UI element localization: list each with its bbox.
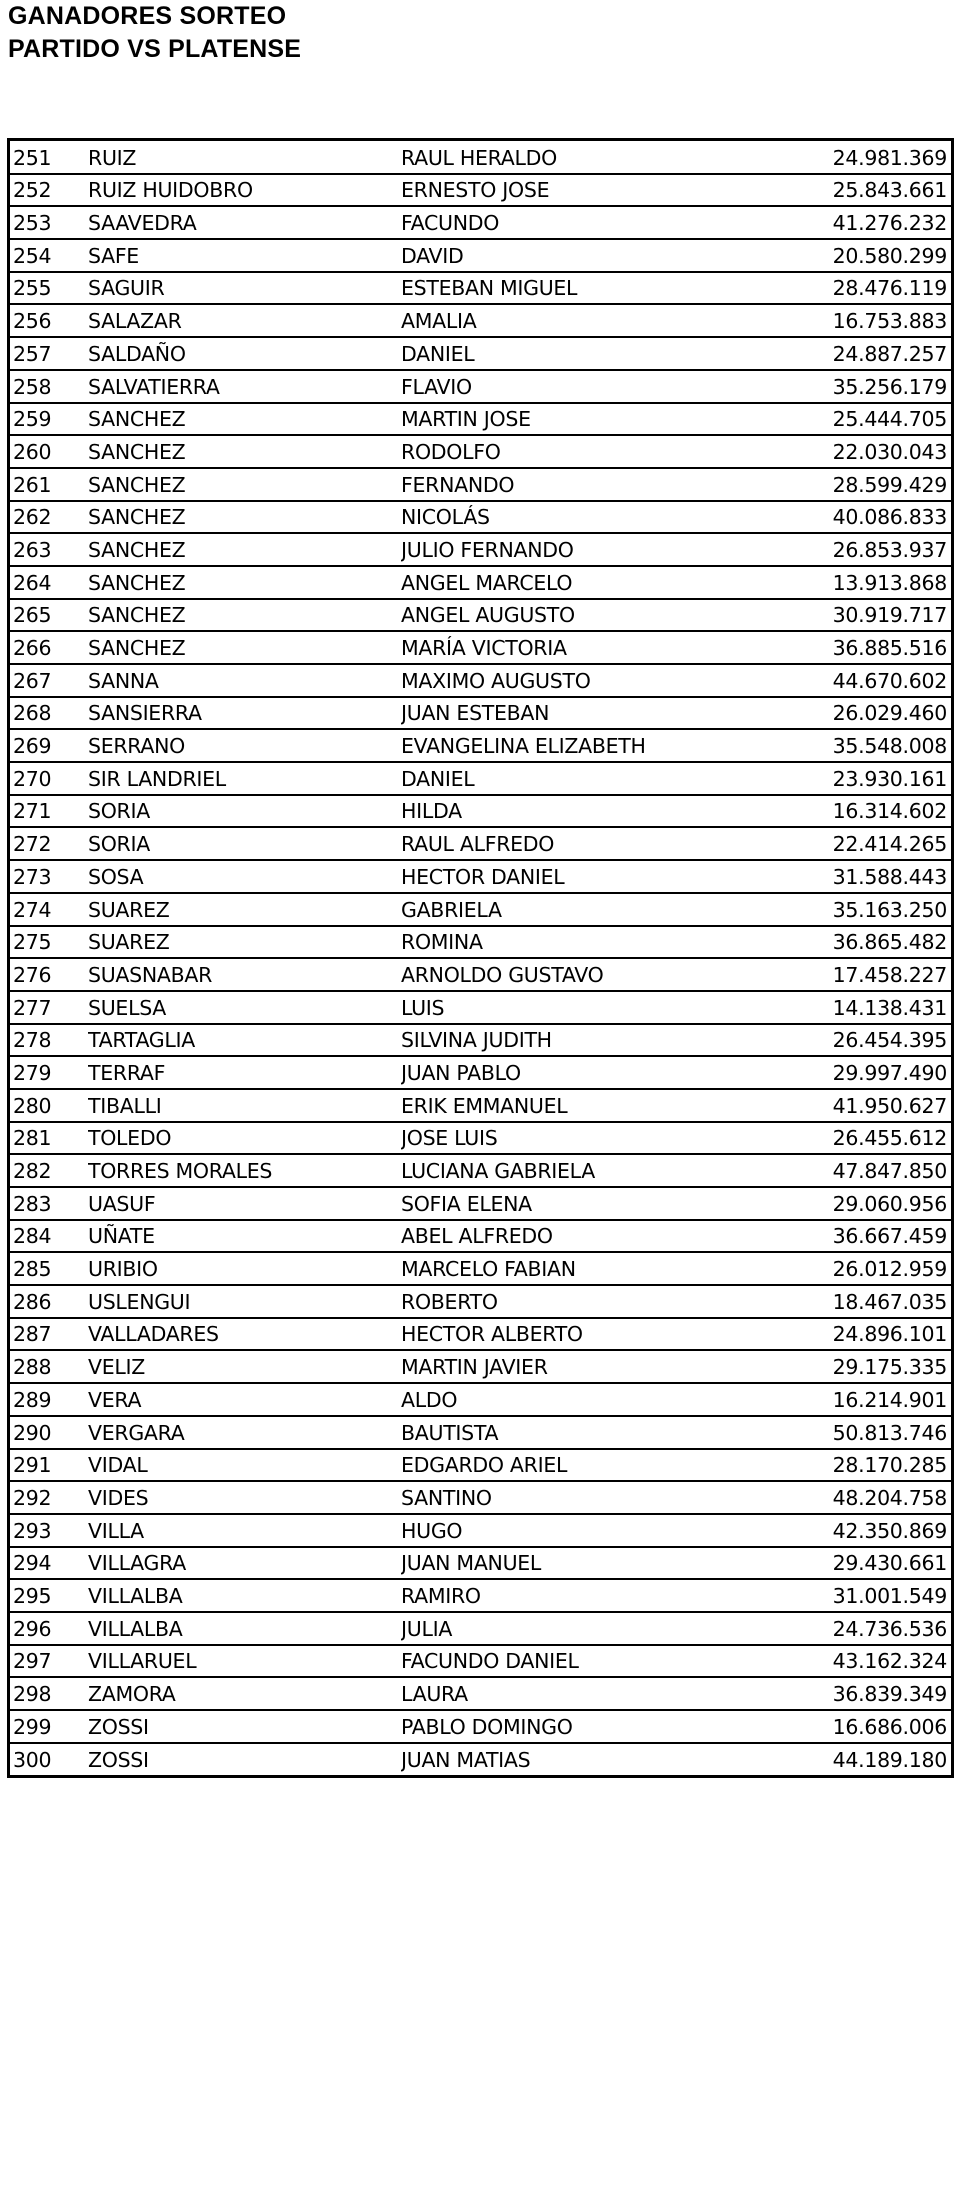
first-name: LUCIANA GABRIELA	[401, 1154, 773, 1187]
last-name: UÑATE	[88, 1220, 401, 1253]
row-number: 290	[10, 1416, 88, 1449]
first-name: EDGARDO ARIEL	[401, 1449, 773, 1482]
row-number: 299	[10, 1710, 88, 1743]
row-number: 271	[10, 795, 88, 828]
table-row	[10, 599, 951, 632]
table-row	[10, 468, 951, 501]
dni-number: 20.580.299	[773, 239, 951, 272]
row-number: 293	[10, 1514, 88, 1547]
table-row	[10, 533, 951, 566]
winners-table-body	[10, 141, 951, 1775]
table-row	[10, 1122, 951, 1155]
dni-number: 25.444.705	[773, 403, 951, 436]
row-number: 264	[10, 566, 88, 599]
dni-number: 28.599.429	[773, 468, 951, 501]
dni-number: 35.256.179	[773, 370, 951, 403]
last-name: SANCHEZ	[88, 468, 401, 501]
first-name: DANIEL	[401, 337, 773, 370]
last-name: SORIA	[88, 795, 401, 828]
dni-number: 26.012.959	[773, 1252, 951, 1285]
first-name: JUAN MATIAS	[401, 1748, 531, 1773]
table-row	[10, 729, 951, 762]
dni-number: 14.138.431	[773, 991, 951, 1024]
last-name: SUELSA	[88, 991, 401, 1024]
last-name: RUIZ HUIDOBRO	[88, 174, 401, 207]
last-name: SALAZAR	[88, 304, 401, 337]
last-name: SORIA	[88, 827, 401, 860]
first-name: HUGO	[401, 1514, 773, 1547]
dni-number: 36.885.516	[773, 631, 951, 664]
row-number: 273	[10, 860, 88, 893]
table-row	[10, 1677, 951, 1710]
table-row	[10, 435, 951, 468]
row-number: 291	[10, 1449, 88, 1482]
first-name: MARCELO FABIAN	[401, 1252, 773, 1285]
dni-number: 48.204.758	[773, 1481, 951, 1514]
first-name: MAXIMO AUGUSTO	[401, 664, 773, 697]
last-name: SAAVEDRA	[88, 206, 401, 239]
row-number: 279	[10, 1056, 88, 1089]
last-name: USLENGUI	[88, 1285, 401, 1318]
table-row	[10, 141, 951, 174]
first-name: MARTIN JOSE	[401, 403, 773, 436]
last-name: SERRANO	[88, 729, 401, 762]
row-number: 266	[10, 631, 88, 664]
first-name: FACUNDO DANIEL	[401, 1645, 773, 1678]
table-row	[10, 174, 951, 207]
last-name: TIBALLI	[88, 1089, 401, 1122]
first-name: BAUTISTA	[401, 1416, 773, 1449]
winners-table-frame	[7, 138, 954, 1778]
dni-number: 16.214.901	[773, 1383, 951, 1416]
last-name: SANCHEZ	[88, 599, 401, 632]
last-name: SIR LANDRIEL	[88, 762, 401, 795]
last-name: SAGUIR	[88, 272, 401, 305]
first-name: HILDA	[401, 795, 773, 828]
last-name: VILLAGRA	[88, 1547, 401, 1580]
table-row	[10, 1089, 951, 1122]
table-row	[10, 1220, 951, 1253]
row-number: 292	[10, 1481, 88, 1514]
last-name: SUAREZ	[88, 893, 401, 926]
first-name: NICOLÁS	[401, 501, 773, 534]
table-row	[10, 1187, 951, 1220]
first-name: AMALIA	[401, 304, 773, 337]
last-name: SUAREZ	[88, 926, 401, 959]
dni-number: 26.455.612	[773, 1122, 951, 1155]
table-row	[10, 631, 951, 664]
dni-number: 31.588.443	[773, 860, 951, 893]
first-name: LAURA	[401, 1677, 773, 1710]
dni-number: 35.163.250	[773, 893, 951, 926]
last-name: RUIZ	[88, 141, 401, 174]
table-row	[10, 206, 951, 239]
table-row	[10, 501, 951, 534]
dni-number: 29.060.956	[773, 1187, 951, 1220]
table-row	[10, 1383, 951, 1416]
last-name: VIDAL	[88, 1449, 401, 1482]
last-name: URIBIO	[88, 1252, 401, 1285]
table-row	[10, 1710, 951, 1743]
first-name: JULIA	[401, 1612, 773, 1645]
table-row	[10, 337, 951, 370]
table-row	[10, 566, 951, 599]
dni-number: 29.430.661	[773, 1547, 951, 1580]
last-name: TORRES MORALES	[88, 1154, 401, 1187]
dni-number: 44.189.180	[832, 1748, 947, 1773]
row-number: 296	[10, 1612, 88, 1645]
row-number: 300	[13, 1748, 52, 1773]
row-number: 274	[10, 893, 88, 926]
first-name: FLAVIO	[401, 370, 773, 403]
row-number: 297	[10, 1645, 88, 1678]
last-name: SANNA	[88, 664, 401, 697]
row-number: 252	[10, 174, 88, 207]
table-row	[10, 860, 951, 893]
last-name: VILLA	[88, 1514, 401, 1547]
table-row	[10, 697, 951, 730]
table-row	[10, 1547, 951, 1580]
table-row	[10, 1056, 951, 1089]
first-name: HECTOR ALBERTO	[401, 1318, 773, 1351]
row-number: 253	[10, 206, 88, 239]
table-row	[10, 239, 951, 272]
row-number: 283	[10, 1187, 88, 1220]
table-row	[10, 827, 951, 860]
dni-number: 41.950.627	[773, 1089, 951, 1122]
row-number: 256	[10, 304, 88, 337]
row-number: 287	[10, 1318, 88, 1351]
table-row	[10, 403, 951, 436]
row-number: 286	[10, 1285, 88, 1318]
last-name: VALLADARES	[88, 1318, 401, 1351]
last-name: SOSA	[88, 860, 401, 893]
dni-number: 30.919.717	[773, 599, 951, 632]
last-name: SANSIERRA	[88, 697, 401, 730]
row-number: 257	[10, 337, 88, 370]
row-number: 295	[10, 1579, 88, 1612]
row-number: 261	[10, 468, 88, 501]
table-row	[10, 370, 951, 403]
dni-number: 26.454.395	[773, 1024, 951, 1057]
row-number: 280	[10, 1089, 88, 1122]
last-name: VILLALBA	[88, 1612, 401, 1645]
table-row	[10, 1481, 951, 1514]
table-row	[10, 893, 951, 926]
first-name: MARTIN JAVIER	[401, 1350, 773, 1383]
dni-number: 16.753.883	[773, 304, 951, 337]
row-number: 294	[10, 1547, 88, 1580]
first-name: JULIO FERNANDO	[401, 533, 773, 566]
first-name: EVANGELINA ELIZABETH	[401, 729, 773, 762]
dni-number: 44.670.602	[773, 664, 951, 697]
dni-number: 17.458.227	[773, 958, 951, 991]
last-name: TERRAF	[88, 1056, 401, 1089]
winners-table	[10, 141, 951, 1775]
row-number: 272	[10, 827, 88, 860]
row-number: 265	[10, 599, 88, 632]
dni-number: 29.175.335	[773, 1350, 951, 1383]
dni-number: 50.813.746	[773, 1416, 951, 1449]
first-name: MARÍA VICTORIA	[401, 631, 773, 664]
dni-number: 18.467.035	[773, 1285, 951, 1318]
last-name: TOLEDO	[88, 1122, 401, 1155]
row-number: 260	[10, 435, 88, 468]
first-name: RAUL ALFREDO	[401, 827, 773, 860]
last-name: ZOSSI	[88, 1710, 401, 1743]
row-number: 276	[10, 958, 88, 991]
table-row	[10, 958, 951, 991]
last-name: ZOSSI	[88, 1748, 149, 1773]
table-row	[10, 1350, 951, 1383]
dni-number: 42.350.869	[773, 1514, 951, 1547]
table-row	[10, 1318, 951, 1351]
first-name: ALDO	[401, 1383, 773, 1416]
row-number: 263	[10, 533, 88, 566]
dni-number: 26.029.460	[773, 697, 951, 730]
table-row	[10, 991, 951, 1024]
dni-number: 31.001.549	[773, 1579, 951, 1612]
table-row	[10, 1743, 951, 1776]
table-row	[10, 1416, 951, 1449]
table-row	[10, 1579, 951, 1612]
table-row	[10, 664, 951, 697]
row-number: 258	[10, 370, 88, 403]
dni-number: 29.997.490	[773, 1056, 951, 1089]
last-name: VIDES	[88, 1481, 401, 1514]
title-line-1: GANADORES SORTEO	[8, 2, 287, 30]
dni-number: 25.843.661	[773, 174, 951, 207]
row-number: 277	[10, 991, 88, 1024]
dni-number: 23.930.161	[773, 762, 951, 795]
first-name: FERNANDO	[401, 468, 773, 501]
last-name: VILLALBA	[88, 1579, 401, 1612]
dni-number: 36.839.349	[773, 1677, 951, 1710]
first-name: LUIS	[401, 991, 773, 1024]
row-number: 269	[10, 729, 88, 762]
first-name: ERNESTO JOSE	[401, 174, 773, 207]
last-name: VELIZ	[88, 1350, 401, 1383]
dni-number: 36.865.482	[773, 926, 951, 959]
row-number: 275	[10, 926, 88, 959]
first-name: RAMIRO	[401, 1579, 773, 1612]
first-name: ANGEL AUGUSTO	[401, 599, 773, 632]
row-number: 285	[10, 1252, 88, 1285]
dni-number: 28.476.119	[773, 272, 951, 305]
first-name: SANTINO	[401, 1481, 773, 1514]
row-number: 281	[10, 1122, 88, 1155]
first-name: RAUL HERALDO	[401, 141, 773, 174]
last-name: VILLARUEL	[88, 1645, 401, 1678]
dni-number: 41.276.232	[773, 206, 951, 239]
last-name: SANCHEZ	[88, 403, 401, 436]
first-name: ROBERTO	[401, 1285, 773, 1318]
first-name: FACUNDO	[401, 206, 773, 239]
dni-number: 36.667.459	[773, 1220, 951, 1253]
table-row	[10, 926, 951, 959]
first-name: ESTEBAN MIGUEL	[401, 272, 773, 305]
row-number: 270	[10, 762, 88, 795]
first-name: PABLO DOMINGO	[401, 1710, 773, 1743]
row-number: 251	[10, 141, 88, 174]
first-name: JOSE LUIS	[401, 1122, 773, 1155]
dni-number: 24.887.257	[773, 337, 951, 370]
table-row	[10, 1514, 951, 1547]
first-name: JUAN PABLO	[401, 1056, 773, 1089]
table-row	[10, 795, 951, 828]
first-name: SILVINA JUDITH	[401, 1024, 773, 1057]
dni-number: 16.686.006	[773, 1710, 951, 1743]
last-name: SALVATIERRA	[88, 370, 401, 403]
table-row	[10, 762, 951, 795]
last-name: SANCHEZ	[88, 435, 401, 468]
table-row	[10, 1612, 951, 1645]
table-row	[10, 1285, 951, 1318]
last-name: UASUF	[88, 1187, 401, 1220]
row-number: 262	[10, 501, 88, 534]
last-name: SANCHEZ	[88, 501, 401, 534]
row-number: 282	[10, 1154, 88, 1187]
table-row	[10, 1252, 951, 1285]
first-name: ABEL ALFREDO	[401, 1220, 773, 1253]
dni-number: 22.414.265	[773, 827, 951, 860]
dni-number: 22.030.043	[773, 435, 951, 468]
last-name: VERGARA	[88, 1416, 401, 1449]
dni-number: 24.736.536	[773, 1612, 951, 1645]
first-name: GABRIELA	[401, 893, 773, 926]
first-name: DANIEL	[401, 762, 773, 795]
first-name: RODOLFO	[401, 435, 773, 468]
last-name: SANCHEZ	[88, 631, 401, 664]
first-name: ANGEL MARCELO	[401, 566, 773, 599]
dni-number: 24.896.101	[773, 1318, 951, 1351]
table-row	[10, 1449, 951, 1482]
dni-number: 26.853.937	[773, 533, 951, 566]
last-name: VERA	[88, 1383, 401, 1416]
row-number: 298	[10, 1677, 88, 1710]
table-row	[10, 1645, 951, 1678]
table-row	[10, 272, 951, 305]
dni-number: 35.548.008	[773, 729, 951, 762]
dni-number: 16.314.602	[773, 795, 951, 828]
row-number: 259	[10, 403, 88, 436]
first-name: JUAN MANUEL	[401, 1547, 773, 1580]
dni-number: 43.162.324	[773, 1645, 951, 1678]
dni-number: 40.086.833	[773, 501, 951, 534]
row-number: 268	[10, 697, 88, 730]
last-name: SAFE	[88, 239, 401, 272]
row-number: 254	[10, 239, 88, 272]
first-name: JUAN ESTEBAN	[401, 697, 773, 730]
title-line-2: PARTIDO VS PLATENSE	[8, 35, 302, 63]
row-number: 289	[10, 1383, 88, 1416]
first-name: ARNOLDO GUSTAVO	[401, 958, 773, 991]
last-name: SANCHEZ	[88, 566, 401, 599]
row-number: 284	[10, 1220, 88, 1253]
row-number: 278	[10, 1024, 88, 1057]
dni-number: 28.170.285	[773, 1449, 951, 1482]
table-row	[10, 304, 951, 337]
last-name: SUASNABAR	[88, 958, 401, 991]
dni-number: 24.981.369	[773, 141, 951, 174]
table-row	[10, 1154, 951, 1187]
last-name: SALDAÑO	[88, 337, 401, 370]
first-name: ROMINA	[401, 926, 773, 959]
row-number: 255	[10, 272, 88, 305]
dni-number: 47.847.850	[773, 1154, 951, 1187]
first-name: SOFIA ELENA	[401, 1187, 773, 1220]
table-row	[10, 1024, 951, 1057]
last-name: ZAMORA	[88, 1677, 401, 1710]
document-title	[8, 0, 301, 66]
first-name: HECTOR DANIEL	[401, 860, 773, 893]
first-name: DAVID	[401, 239, 773, 272]
last-name: SANCHEZ	[88, 533, 401, 566]
row-number: 288	[10, 1350, 88, 1383]
first-name: ERIK EMMANUEL	[401, 1089, 773, 1122]
row-number: 267	[10, 664, 88, 697]
last-name: TARTAGLIA	[88, 1024, 401, 1057]
dni-number: 13.913.868	[773, 566, 951, 599]
